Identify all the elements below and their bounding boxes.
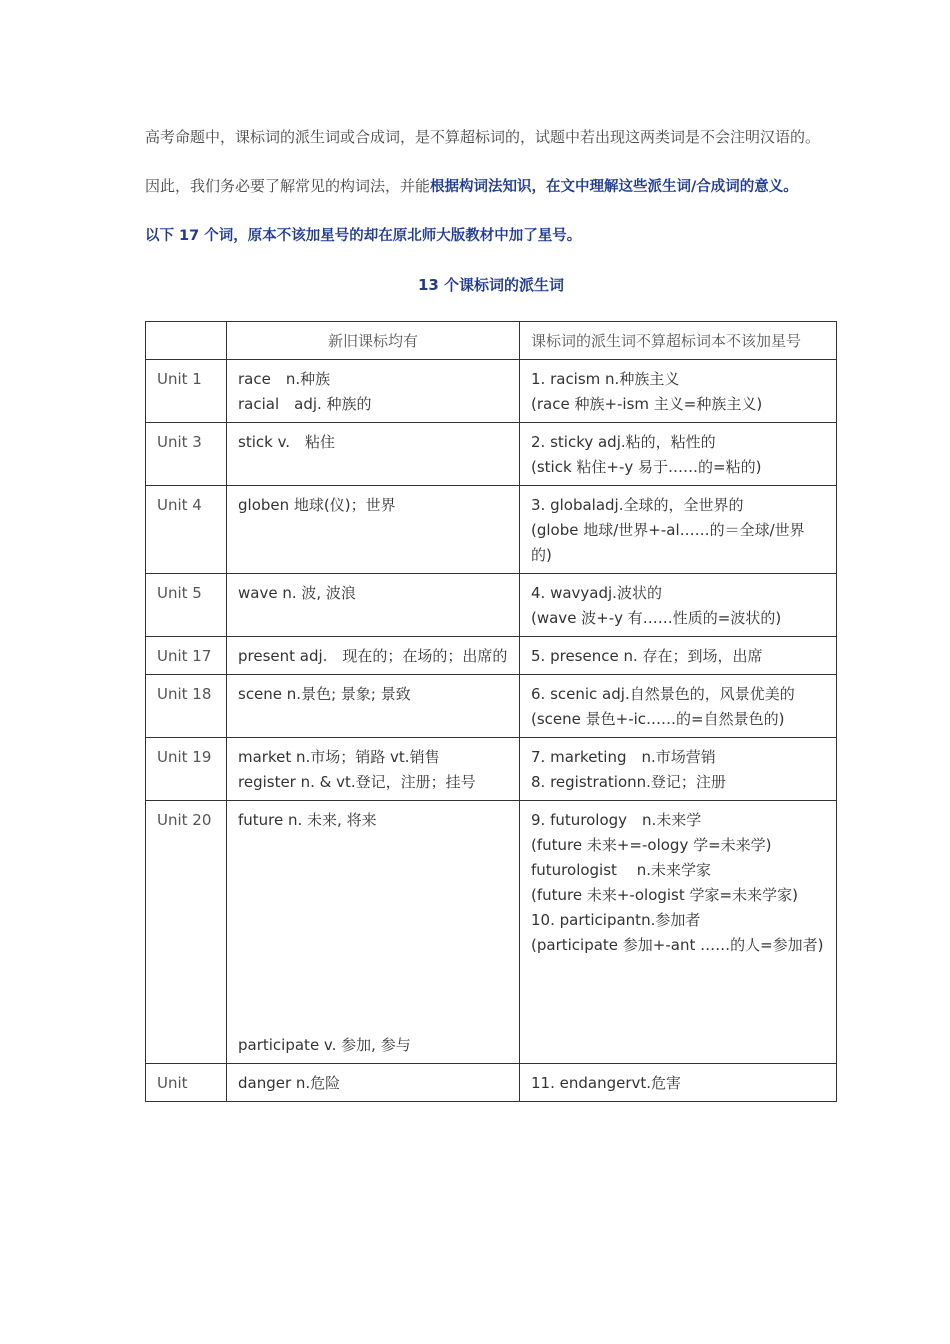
base-word-cell: [227, 360, 520, 423]
derived-word-line: 7. marketing n.市场营销: [531, 748, 716, 766]
derived-word-line: (scene 景色+-ic……的=自然景色的): [531, 710, 785, 728]
derived-word-line: 2. sticky adj.粘的，粘性的: [531, 433, 716, 451]
table-row: [146, 637, 837, 675]
derived-word-line: (globe 地球/世界+-al……的＝全球/世界的): [531, 521, 805, 564]
derived-word-cell: [520, 637, 837, 675]
unit-cell: Unit: [146, 1064, 227, 1102]
derived-word-line: 10. participantn.参加者: [531, 911, 701, 929]
intro-paragraph-3: 以下 17 个词，原本不该加星号的却在原北师大版教材中加了星号。: [145, 228, 582, 244]
table-header-row: [146, 322, 837, 360]
document-page: [145, 125, 837, 1102]
intro-paragraph-2: [145, 174, 837, 200]
derived-word-cell: [520, 574, 837, 637]
base-word-cell: [227, 675, 520, 738]
derived-word-cell: [520, 360, 837, 423]
derivatives-table: [145, 321, 837, 1102]
derived-word-line: (race 种族+-ism 主义=种族主义): [531, 395, 763, 413]
table-row: [146, 574, 837, 637]
table-row: [146, 360, 837, 423]
base-word-cell: [227, 738, 520, 801]
header-cell-unit: [146, 322, 227, 360]
base-word-cell: [227, 1064, 520, 1102]
base-word-line: present adj. 现在的；在场的；出席的: [238, 647, 508, 665]
derived-word-cell: [520, 486, 837, 574]
derived-word-line: 1. racism n.种族主义: [531, 370, 680, 388]
derived-word-line: 11. endangervt.危害: [531, 1074, 682, 1092]
base-word-line: market n.市场；销路 vt.销售: [238, 748, 440, 766]
intro-paragraph-1: 高考命题中，课标词的派生词或合成词，是不算超标词的，试题中若出现这两类词是不会注明汉语的。: [145, 128, 821, 146]
derived-word-cell: [520, 675, 837, 738]
derived-word-line: 6. scenic adj.自然景色的，风景优美的: [531, 685, 795, 703]
unit-cell: Unit 20: [146, 801, 227, 1064]
unit-cell: Unit 1: [146, 360, 227, 423]
base-word-line: participate v. 参加, 参与: [238, 1036, 411, 1054]
derived-word-line: futurologist n.未来学家: [531, 861, 711, 879]
intro-paragraph-2-emphasis: 根据构词法知识，在文中理解这些派生词/合成词的意义。: [430, 179, 798, 195]
base-word-line: register n. & vt.登记，注册；挂号: [238, 773, 476, 791]
cell-spacer: [238, 883, 508, 933]
table-row: [146, 675, 837, 738]
base-word-line: wave n. 波, 波浪: [238, 584, 356, 602]
base-word-cell: [227, 423, 520, 486]
derived-word-line: 3. globaladj.全球的，全世界的: [531, 496, 744, 514]
table-row: [146, 486, 837, 574]
base-word-cell: [227, 574, 520, 637]
base-word-line: danger n.危险: [238, 1074, 341, 1092]
cell-spacer: [238, 933, 508, 983]
unit-cell: Unit 19: [146, 738, 227, 801]
derived-word-line: (stick 粘住+-y 易于……的=粘的): [531, 458, 762, 476]
derived-word-line: (wave 波+-y 有……性质的=波状的): [531, 609, 782, 627]
unit-cell: Unit 17: [146, 637, 227, 675]
base-word-cell: [227, 801, 520, 1064]
cell-spacer: [238, 983, 508, 1033]
derived-word-cell: [520, 738, 837, 801]
base-word-line: globen 地球(仪)；世界: [238, 496, 396, 514]
table-row: [146, 738, 837, 801]
derived-word-line: 4. wavyadj.波状的: [531, 584, 662, 602]
table-row: [146, 1064, 837, 1102]
unit-cell: Unit 5: [146, 574, 227, 637]
base-word-line: future n. 未来, 将来: [238, 811, 377, 829]
derived-word-line: (future 未来+-ologist 学家=未来学家): [531, 886, 798, 904]
derived-word-cell: [520, 1064, 837, 1102]
derived-word-cell: [520, 423, 837, 486]
base-word-line: race n.种族: [238, 370, 331, 388]
base-word-line: racial adj. 种族的: [238, 395, 372, 413]
base-word-cell: [227, 637, 520, 675]
header-cell-base: 新旧课标均有: [227, 322, 520, 360]
derived-word-line: 5. presence n. 存在；到场，出席: [531, 647, 763, 665]
derived-word-line: (future 未来+=-ology 学=未来学): [531, 836, 772, 854]
derived-word-line: 9. futurology n.未来学: [531, 811, 702, 829]
unit-cell: Unit 18: [146, 675, 227, 738]
base-word-cell: [227, 486, 520, 574]
base-word-line: scene n.景色; 景象; 景致: [238, 685, 411, 703]
header-cell-derived: 课标词的派生词不算超标词本不该加星号: [520, 322, 837, 360]
cell-spacer: [238, 833, 508, 883]
table-title: 13 个课标词的派生词: [417, 276, 565, 294]
derived-word-line: 8. registrationn.登记；注册: [531, 773, 726, 791]
derived-word-cell: [520, 801, 837, 1064]
unit-cell: Unit 3: [146, 423, 227, 486]
table-row: [146, 801, 837, 1064]
table-row: [146, 423, 837, 486]
base-word-line: stick v. 粘住: [238, 433, 336, 451]
derived-word-line: (participate 参加+-ant ……的人=参加者): [531, 936, 824, 954]
unit-cell: Unit 4: [146, 486, 227, 574]
intro-paragraph-2-plain: 因此，我们务必要了解常见的构词法，并能: [145, 177, 431, 195]
